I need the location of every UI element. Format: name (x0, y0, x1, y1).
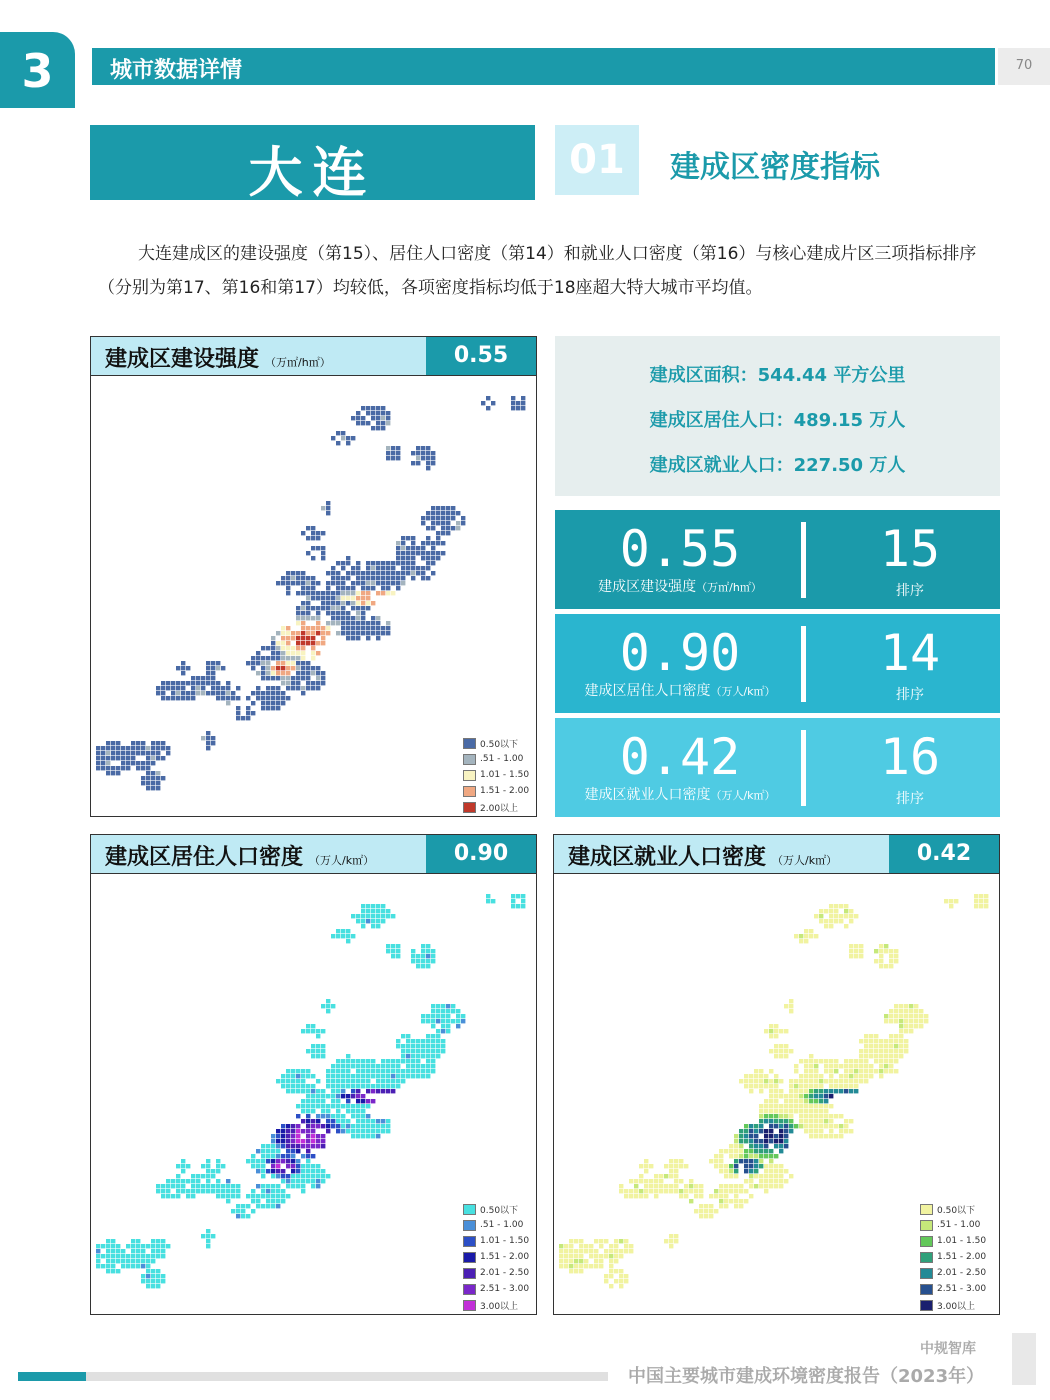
legend-item (463, 735, 529, 751)
metric-card-intensity (555, 510, 1000, 609)
legend-item (463, 1297, 529, 1313)
map-title-bar (554, 835, 889, 874)
metric-value: 0.55 (619, 520, 741, 578)
footer-progress-accent (18, 1372, 86, 1381)
map-legend (463, 735, 529, 815)
legend-swatch (463, 802, 476, 813)
footer-report-title: 中国主要城市建成环境密度报告（2023年） (628, 1366, 985, 1387)
map-value-box (426, 835, 536, 874)
legend-swatch (920, 1284, 933, 1295)
metric-card-employment (555, 718, 1000, 817)
legend-label: 1.51 - 2.00 (937, 1252, 987, 1262)
legend-item (920, 1297, 986, 1313)
legend-label: 2.00以上 (480, 803, 519, 814)
legend-label: 3.00以上 (480, 1301, 519, 1312)
legend-item (920, 1201, 986, 1217)
metric-rank-label: 排序 (896, 583, 924, 599)
legend-item (463, 767, 529, 783)
legend-swatch (920, 1220, 933, 1231)
metric-rank: 14 (879, 624, 941, 682)
city-name: 大连 (248, 141, 377, 204)
page-number-box (998, 48, 1050, 85)
section-header-bar (92, 48, 995, 85)
legend-label: 2.51 - 3.00 (937, 1284, 987, 1294)
section-number-tab (0, 32, 75, 108)
city-name-banner (90, 125, 535, 204)
map-panel-employment (553, 834, 1000, 1315)
map-legend (920, 1201, 986, 1313)
map-legend (463, 1201, 529, 1313)
built-area-stat: 建成区面积：544.44 平方公里 (649, 365, 906, 386)
section-title: 城市数据详情 (110, 58, 243, 83)
legend-label: 2.51 - 3.00 (480, 1284, 530, 1294)
intro-paragraph: 大连建成区的建设强度（第15）、居住人口密度（第14）和就业人口密度（第16）与核心建成片区三项指标排序（分别为第17、第16和第17）均较低，各项密度指标均低于18座超大特大城市平均值。 (98, 244, 977, 298)
legend-item (463, 1217, 529, 1233)
metric-divider (801, 626, 806, 702)
legend-label: 3.00以上 (937, 1301, 976, 1312)
metric-rank-label: 排序 (896, 687, 924, 703)
legend-label: 2.01 - 2.50 (480, 1268, 530, 1278)
legend-label: 0.50以下 (937, 1205, 976, 1216)
footer-organization: 中规智库 (920, 1341, 976, 1357)
legend-label: 1.01 - 1.50 (480, 770, 530, 780)
legend-swatch (463, 1204, 476, 1215)
metric-divider (801, 730, 806, 806)
legend-swatch (920, 1268, 933, 1279)
legend-label: 2.01 - 2.50 (937, 1268, 987, 1278)
legend-swatch (920, 1204, 933, 1215)
page-number: 70 (1015, 58, 1033, 73)
legend-swatch (463, 770, 476, 781)
legend-label: 1.01 - 1.50 (480, 1236, 530, 1246)
legend-swatch (463, 1236, 476, 1247)
metric-value: 0.90 (619, 624, 741, 682)
metric-rank-label: 排序 (896, 791, 924, 807)
legend-swatch (920, 1236, 933, 1247)
legend-item (920, 1249, 986, 1265)
map-value: 0.42 (916, 841, 972, 866)
legend-swatch (463, 1252, 476, 1263)
map-title: 建成区就业人口密度 (568, 845, 767, 870)
legend-item (920, 1265, 986, 1281)
index-number-box (555, 125, 639, 195)
metric-rank: 15 (879, 520, 941, 578)
metric-card-residential (555, 614, 1000, 713)
map-unit: （万人/k㎡） (772, 854, 838, 867)
legend-swatch (463, 1220, 476, 1231)
metric-rank: 16 (879, 728, 941, 786)
legend-label: .51 - 1.00 (480, 754, 524, 764)
legend-label: .51 - 1.00 (480, 1220, 524, 1230)
map-panel-residential (90, 834, 537, 1315)
legend-label: 0.50以下 (480, 739, 519, 750)
legend-item (463, 1201, 529, 1217)
legend-swatch (463, 754, 476, 765)
legend-label: .51 - 1.00 (937, 1220, 981, 1230)
map-value-box (889, 835, 999, 874)
legend-item (463, 799, 529, 815)
legend-label: 0.50以下 (480, 1205, 519, 1216)
map-value-box (426, 337, 536, 376)
legend-swatch (463, 1268, 476, 1279)
legend-item (463, 1249, 529, 1265)
legend-label: 1.51 - 2.00 (480, 1252, 530, 1262)
map-unit: （万人/k㎡） (309, 854, 375, 867)
legend-item (920, 1281, 986, 1297)
legend-swatch (463, 1300, 476, 1311)
stats-summary-box (555, 336, 1000, 496)
legend-item (463, 783, 529, 799)
metric-label: 建成区就业人口密度（万人/k㎡） (584, 787, 776, 803)
map-value: 0.55 (453, 343, 509, 368)
legend-swatch (463, 1284, 476, 1295)
map-panel-intensity (90, 336, 537, 817)
legend-item (463, 1233, 529, 1249)
metric-value: 0.42 (619, 728, 741, 786)
legend-item (920, 1233, 986, 1249)
map-title-bar (91, 337, 426, 376)
map-title: 建成区居住人口密度 (105, 845, 304, 870)
map-title: 建成区建设强度 (105, 347, 260, 372)
employment-population-stat: 建成区就业人口：227.50 万人 (649, 455, 906, 476)
legend-item (463, 1265, 529, 1281)
map-unit: （万㎡/h㎡） (265, 356, 331, 369)
legend-swatch (920, 1252, 933, 1263)
index-title: 建成区密度指标 (670, 150, 880, 185)
footer-progress-bar (18, 1372, 608, 1381)
legend-label: 1.51 - 2.00 (480, 786, 530, 796)
legend-item (463, 751, 529, 767)
metric-label: 建成区建设强度（万㎡/h㎡） (598, 579, 762, 595)
metric-divider (801, 522, 806, 598)
resident-population-stat: 建成区居住人口：489.15 万人 (649, 410, 906, 431)
map-value: 0.90 (453, 841, 509, 866)
legend-item (920, 1217, 986, 1233)
metric-label: 建成区居住人口密度（万人/k㎡） (584, 683, 776, 699)
index-number: 01 (569, 137, 625, 183)
legend-label: 1.01 - 1.50 (937, 1236, 987, 1246)
legend-swatch (463, 786, 476, 797)
legend-swatch (463, 738, 476, 749)
map-title-bar (91, 835, 426, 874)
section-number: 3 (21, 44, 54, 98)
footer-page-tab (1012, 1333, 1036, 1385)
legend-item (463, 1281, 529, 1297)
legend-swatch (920, 1300, 933, 1311)
